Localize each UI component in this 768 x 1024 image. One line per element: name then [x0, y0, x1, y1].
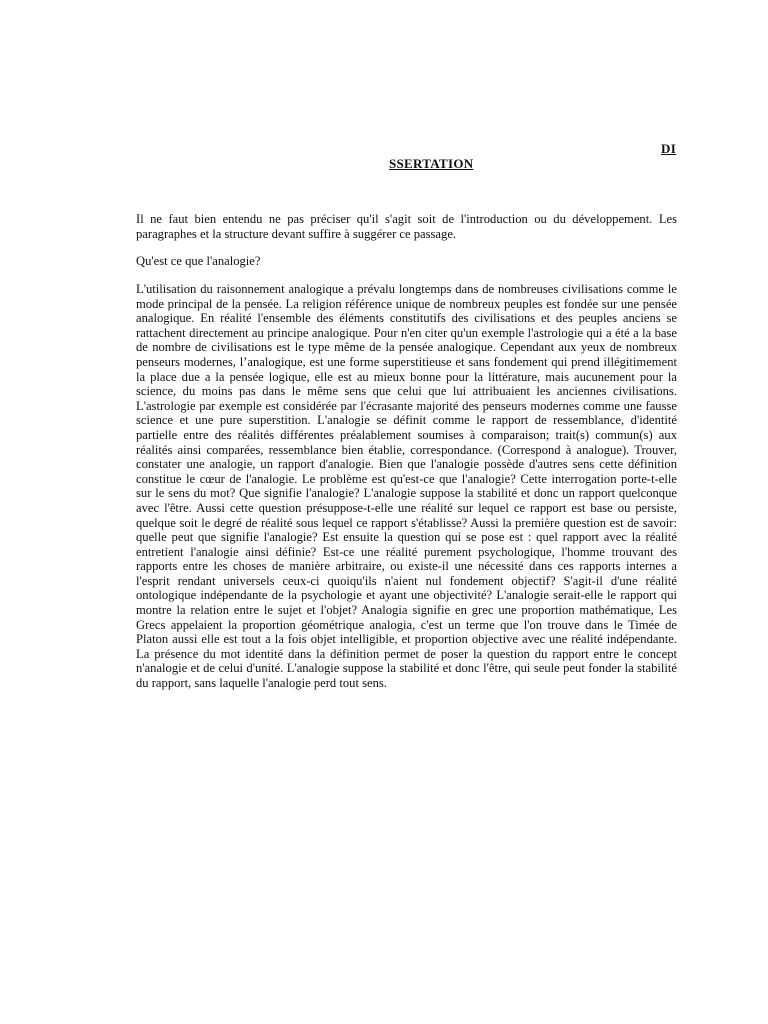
heading-part-ssertation: SSERTATION: [389, 156, 474, 171]
question-heading: Qu'est ce que l'analogie?: [136, 254, 261, 268]
intro-paragraph: Il ne faut bien entendu ne pas préciser qu'il s'agit soit de l'introduction ou du développement. Les paragraphes et la structure devant suffire à suggérer ce passage.: [136, 212, 677, 241]
main-paragraph: L'utilisation du raisonnement analogique a prévalu longtemps dans de nombreuses civilisations comme le mode principal de la pensée. La religion référence unique de nombreux peuples est fondée sur une pensée analogique. En réalité l'ensemble des éléments constitutifs des civilisations et des peuples anciens se rattachent directement au principe analogique. Pour n'en citer qu'un exemple l'astrologie qui a été a la base de nombre de civilisations est le type même de la pensée analogique. Cependant aux yeux de nombreux penseurs modernes, l’analogique, est une forme superstitieuse et sans fondement qui prend illégitimement la place due a la pensée logique, elle est au mieux bonne pour la littérature, mais aucunement pour la science, du moins pas dans le même sens que celui que lui attribuaient les anciennes civilisations. L'astrologie par exemple est considérée par l'écrasante majorité des penseurs modernes comme une fausse science et une pure superstition. L'analogie se définit comme le rapport de ressemblance, d'identité partielle entre des réalités différentes préalablement soumises à comparaison; trait(s) commun(s) aux réalités ainsi comparées, ressemblance bien établie, correspondance. (Correspond à analogue). Trouver, constater une analogie, un rapport d'analogie. Bien que l'analogie possède d'autres sens cette définition constitue le cœur de l'analogie. Le problème est qu'est-ce que l'analogie? Cette interrogation porte-t-elle sur le sens du mot? Que signifie l'analogie? L'analogie suppose la stabilité et donc un rapport quelconque avec l'être. Aussi cette question présuppose-t-elle une réalité sur lequel ce rapport est base ou persiste, quelque soit le degré de réalité sous lequel ce rapport s'établisse? Aussi la première question est de savoir: quelle peut que signifie l'analogie? Est ensuite la question qui se pose est : quel rapport avec la réalité entretient l'analogie ainsi définie? Est-ce une réalité purement psychologique, l'homme trouvant des rapports entre les choses de manière arbitraire, ou existe-il une nécessité dans ces rapports internes a l'esprit rendant universels ceux-ci quoiqu'ils n'aient nul fondement objectif? S'agit-il d'une réalité ontologique indépendante de la psychologie et ayant une objectivité? L'analogie serait-elle le rapport qui montre la relation entre le sujet et l'objet? Analogia signifie en grec une proportion mathématique, Les Grecs appelaient la proportion géométrique analogia, c'est un terme que l'on trouve dans le Timée de Platon aussi elle est tout a la fois objet intelligible, et proportion objective avec une réalité indépendante. La présence du mot identité dans la définition permet de poser la question du rapport entre le concept n'analogie et de celui d'unité. L'analogie suppose la stabilité et donc l'être, qui seule peut fonder la stabilité du rapport, sans laquelle l'analogie perd tout sens.: [136, 282, 677, 691]
heading-part-di: DI: [661, 141, 677, 156]
